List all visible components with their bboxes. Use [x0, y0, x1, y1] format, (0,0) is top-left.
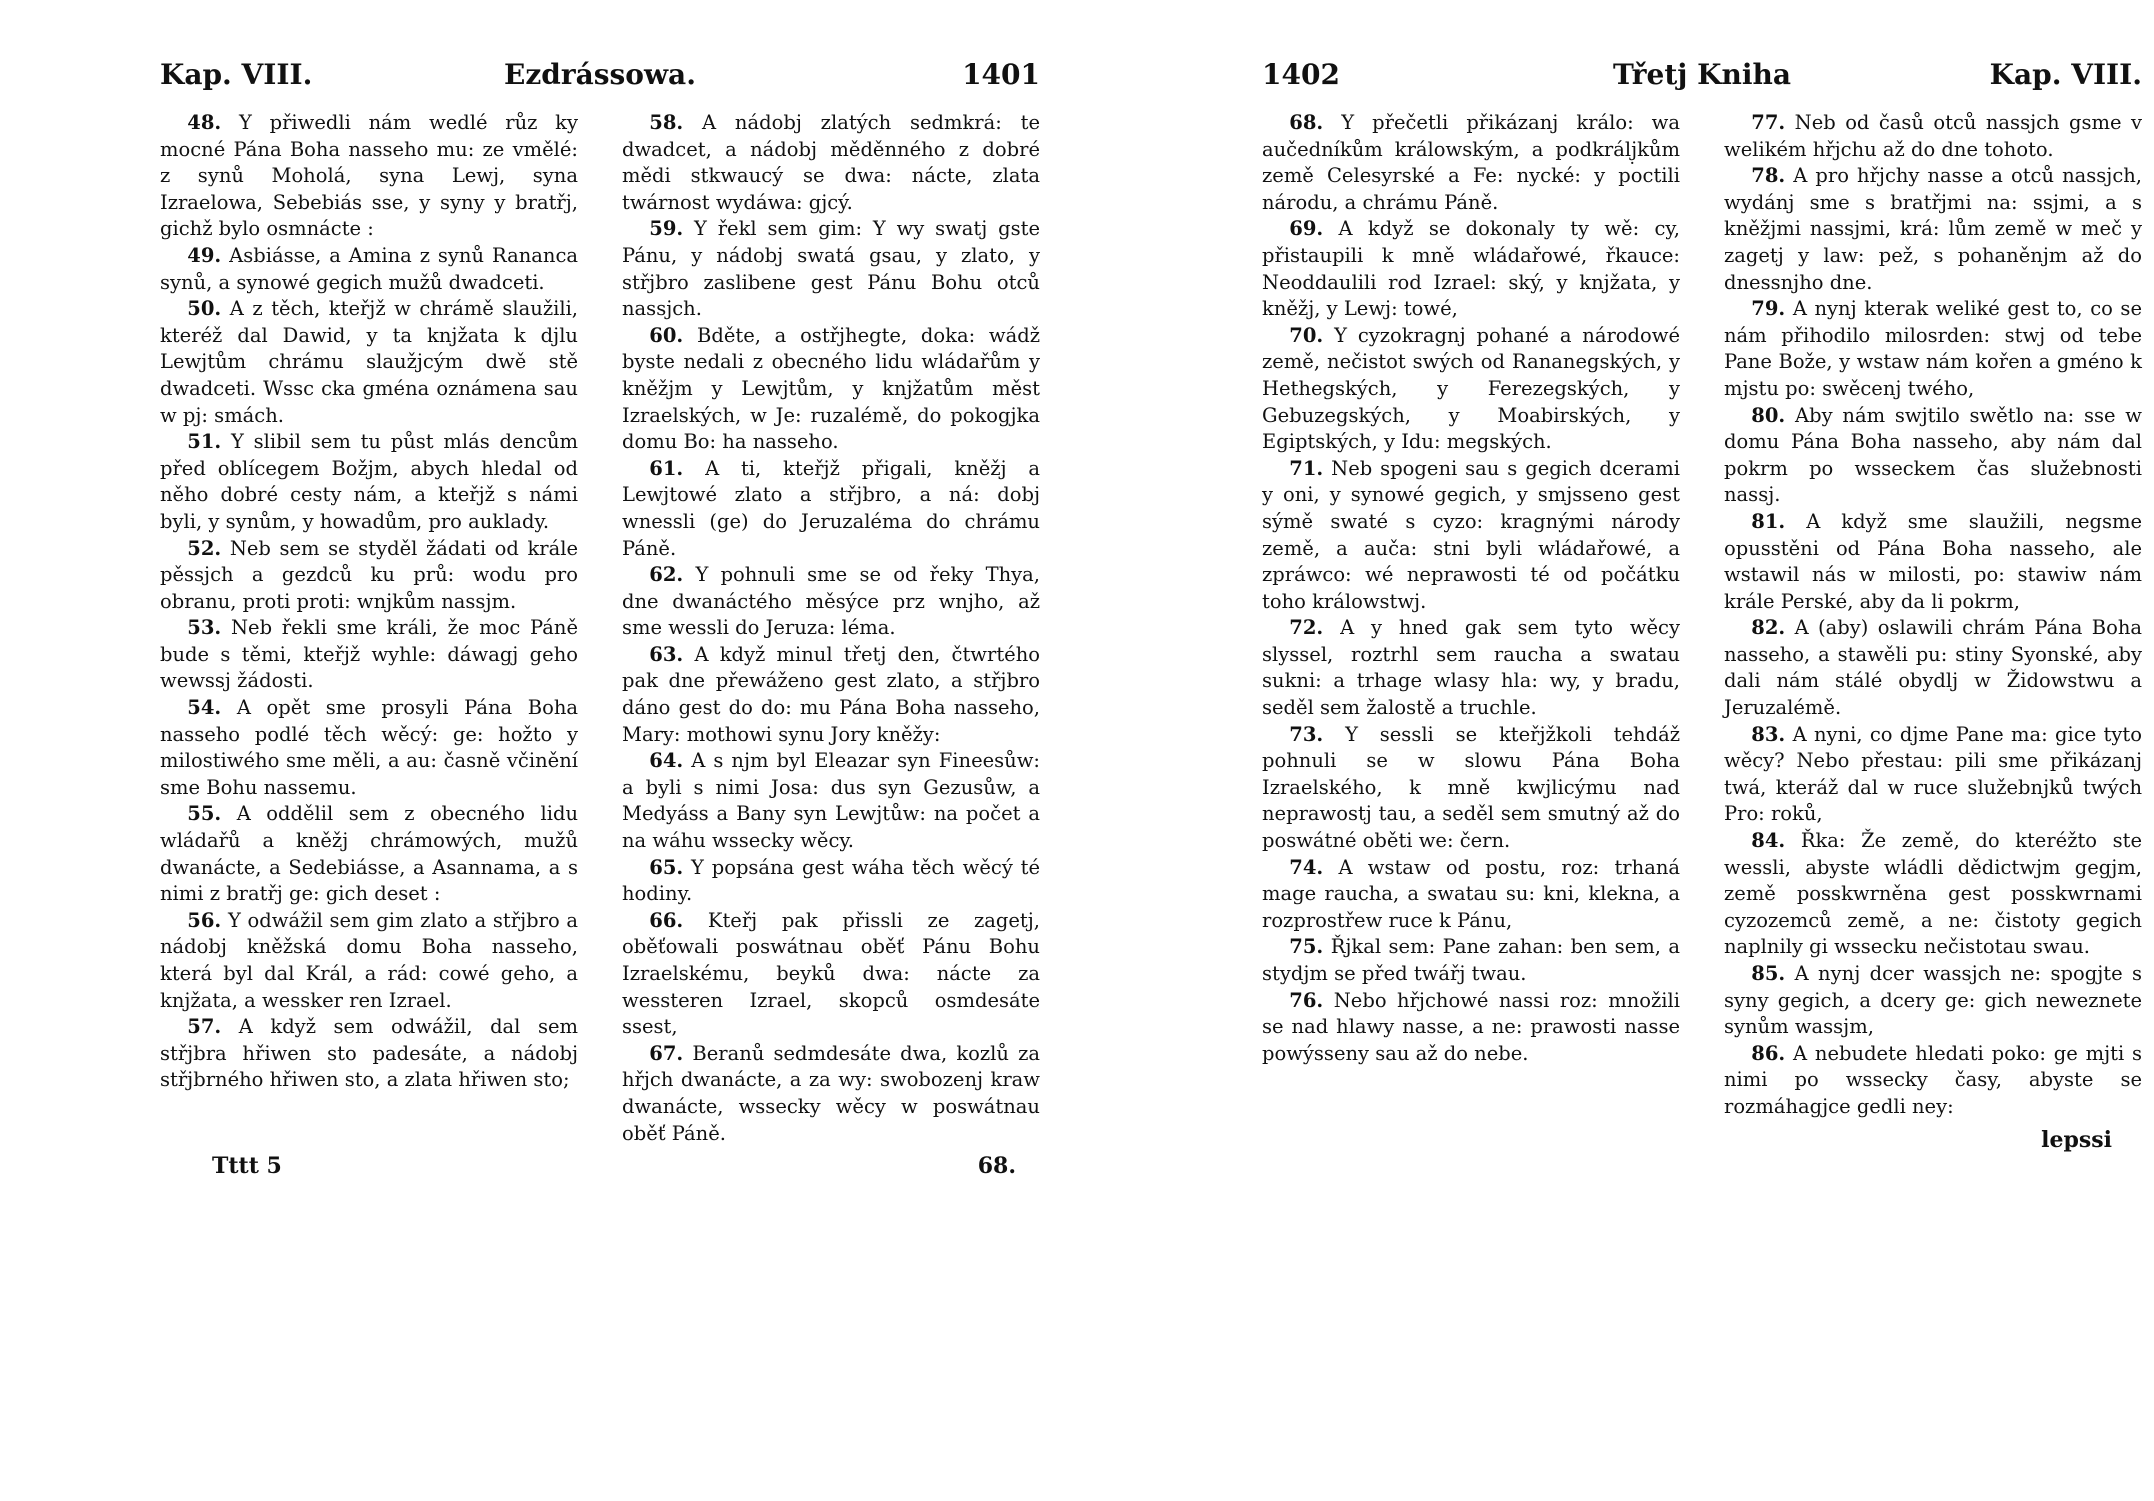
verse-number: 63.	[649, 642, 684, 666]
catchword: 68.	[977, 1153, 1016, 1180]
verse-text: Y popsána gest wáha těch wěcý té hodiny.	[622, 855, 1041, 906]
verse	[1724, 722, 2142, 828]
verse-number: 85.	[1751, 962, 1786, 985]
verse-text: A opět sme prosyli Pána Boha nasseho podlé těch wěcý: ge: hožto y milostiwého sme měli, a au: časně včinění sme Bohu nassemu.	[160, 696, 579, 799]
verse-text: Bděte, a ostřjhegte, doka: wádž byste nedali z obecného lidu wládařům y kněžjm y Lewjtům, y knjžatům měst Izraelských, w Je: ruzalémě, do pokogjka domu Bo: ha nasseho.	[622, 323, 1040, 454]
verse	[160, 110, 578, 243]
verse-number: 50.	[187, 297, 222, 321]
verse-number: 69.	[1289, 217, 1324, 241]
verse	[1724, 296, 2142, 402]
verse	[1724, 163, 2142, 296]
verse-text: A y hned gak sem tyto wěcy slyssel, roztrhl sem raucha a swatau sukni: a trhage wlasy hla: wy, y bradu, seděl sem žalostě a truchle.	[1262, 616, 1680, 720]
verse-number: 64.	[649, 749, 684, 773]
column-2	[622, 110, 1040, 1147]
verse-number: 78.	[1751, 164, 1786, 188]
verse-number: 84.	[1751, 829, 1786, 853]
verse	[622, 323, 1040, 456]
verse-number: 81.	[1751, 509, 1786, 533]
verse-number: 75.	[1289, 935, 1324, 959]
page-number: 1401	[962, 58, 1040, 91]
verse-text: Neb od časů otců nassjch gsme v welikém hřjchu až do dne tohoto.	[1724, 111, 2142, 161]
verse-text: A nynj kterak weliké gest to, co se nám přihodilo milosrden: stwj od tebe Pane Bože, y wstaw nám kořen a gméno k mjstu po: swěcenj twého,	[1724, 297, 2142, 400]
verse-text: A nynj dcer wassjch ne: spogjte s syny gegich, a dcery ge: gich neweznete synům wassjm,	[1724, 962, 2143, 1039]
chapter-heading: Kap. VIII.	[160, 58, 313, 91]
verse-text: Kteřj pak přissli ze zagetj, oběťowali poswátnau oběť Pánu Bohu Izraelskému, beyků dwa: nácte za wessteren Izrael, skopců osmdesáte ssest,	[622, 908, 1040, 1039]
verse-number: 57.	[187, 1015, 222, 1039]
verse-number: 62.	[649, 563, 684, 587]
verse-number: 51.	[187, 430, 222, 454]
verse	[1262, 216, 1680, 322]
verse-text: A když minul třetj den, čtwrtého pak dne přewáženo gest zlato, a střjbro dáno gest do do: mu Pána Boha nasseho, Mary: mothowi synu Jory kněžy:	[622, 642, 1040, 746]
verse-number: 66.	[649, 908, 684, 932]
verse	[160, 1014, 578, 1094]
verse	[622, 908, 1040, 1041]
verse-number: 86.	[1751, 1041, 1786, 1065]
verse-number: 71.	[1289, 456, 1324, 480]
verse	[1262, 323, 1680, 456]
verse	[160, 615, 578, 695]
verse-number: 48.	[187, 111, 222, 134]
verse-text: A nebudete hledati poko: ge mjti s nimi po wssecky časy, abyste se rozmáhagjce gedli ney:	[1724, 1041, 2142, 1118]
verse-number: 54.	[187, 696, 222, 720]
verse-text: A pro hřjchy nasse a otců nassjch, wydánj sme s bratřjmi na: ssjmi, a s kněžjmi nassjmi, krá: lům země w meč y zagetj y law: pež, s pohaněnjm až do dnessnjho dne.	[1724, 164, 2142, 294]
verse	[160, 801, 578, 907]
verse	[160, 695, 578, 801]
verse-number: 76.	[1289, 988, 1324, 1012]
verse	[1724, 110, 2142, 163]
verse-text: A s njm byl Eleazar syn Fineesůw: a byli s nimi Josa: dus syn Gezusůw, a Medyáss a Bany syn Lewjtůw: na počet a na wáhu wssecky wěcy.	[622, 749, 1040, 853]
verse-text: Y sessli se kteřjžkoli tehdáž pohnuli se w slowu Pána Boha Izraelského, k mně kwjlicýmu nad neprawostj tau, a seděl sem smutný až do poswátné oběti we: čern.	[1262, 722, 1680, 853]
verse	[622, 642, 1040, 748]
verse	[1262, 615, 1680, 721]
verse	[160, 536, 578, 616]
verse-number: 74.	[1289, 855, 1324, 879]
verse-text: Řjkal sem: Pane zahan: ben sem, a stydjm se před twářj twau.	[1262, 935, 1680, 985]
verse	[1262, 110, 1680, 216]
verse	[1724, 1041, 2142, 1121]
catchword: lepssi	[2041, 1126, 2112, 1153]
verse-number: 56.	[187, 908, 222, 932]
chapter-heading: Kap. VIII.	[1989, 58, 2142, 91]
verse-number: 80.	[1751, 403, 1786, 427]
verse	[160, 908, 578, 1014]
right-page	[1262, 58, 2142, 1153]
verse-text: A (aby) oslawili chrám Pána Boha nasseho, a stawěli pu: stiny Syonské, aby dali nám stálé obydlj w Židowstwu a Jeruzalémě.	[1724, 616, 2143, 720]
verse-text: A ti, kteřjž přigali, kněžj a Lewjtowé zlato a střjbro, a ná: dobj wnessli (ge) do Jeruzaléma do chrámu Páně.	[622, 456, 1040, 560]
verse-number: 60.	[649, 323, 684, 347]
verse-text: A nádobj zlatých sedmkrá: te dwadcet, a nádobj měděnného z dobré mědi stkwaucý se dwa: nácte, zlata twárnost wydáwa: gjcý.	[622, 111, 1040, 214]
verse-number: 67.	[649, 1041, 684, 1065]
verse-number: 59.	[649, 217, 684, 241]
page-number: 1402	[1262, 58, 1340, 91]
verse	[1724, 828, 2142, 961]
verse-number: 73.	[1289, 722, 1324, 746]
verse-text: Y řekl sem gim: Y wy swatj gste Pánu, y nádobj swatá gsau, y zlato, y střjbro zaslibene gest Pánu Bohu otců nassjch.	[622, 217, 1040, 321]
verse	[622, 456, 1040, 562]
verse-text: Neb sem se styděl žádati od krále pěssjch a gezdců ku prů: wodu pro obranu, proti proti: wnjkům nassjm.	[160, 536, 578, 613]
verse	[1724, 615, 2142, 721]
verse-number: 58.	[649, 111, 684, 134]
verse-number: 77.	[1751, 111, 1786, 134]
verse-text: Beranů sedmdesáte dwa, kozlů za hřjch dwanácte, a za wy: swobozenj kraw dwanácte, wssecky wěcy w poswátnau oběť Páně.	[622, 1041, 1040, 1145]
verse-text: Neb řekli sme králi, že moc Páně bude s těmi, kteřjž wyhle: dáwagj geho wewssj žádosti.	[160, 616, 578, 693]
verse	[160, 296, 578, 429]
verse-text: Y pohnuli sme se od řeky Thya, dne dwanáctého měsýce prz wnjho, až sme wessli do Jeruza: léma.	[622, 563, 1040, 640]
verse	[160, 429, 578, 535]
verse-number: 52.	[187, 536, 222, 560]
verse-number: 65.	[649, 855, 684, 879]
text-columns	[1262, 110, 2142, 1121]
verse-text: Nebo hřjchowé nassi roz: množili se nad hlawy nasse, a ne: prawosti nasse powýsseny sau až do nebe.	[1262, 988, 1680, 1065]
verse-text: A nyni, co djme Pane ma: gice tyto wěcy? Nebo přestau: pili sme přikázanj twá, kteráž dal w ruce služebnjků twých Pro: roků,	[1724, 722, 2142, 826]
verse-text: Y slibil sem tu půst mlás dencům před oblícegem Božjm, abych hledal od něho dobré cesty nám, a kteřjž s námi byli, y synům, y howadům, pro auklady.	[160, 430, 578, 533]
verse-text: Aby nám swjtilo swětlo na: sse w domu Pána Boha nasseho, aby nám dal pokrm po wsseckem čas služebnosti nassj.	[1724, 403, 2142, 507]
verse	[1262, 934, 1680, 987]
verse	[1724, 509, 2142, 615]
verse-text: Řka: Že země, do kteréžto ste wessli, abyste wládli dědictwjm gegjm, země posskwrněna gest posskwrnami cyzozemců země, a ne: čistoty gegich naplnily gi wssecku nečistotau swau.	[1724, 829, 2143, 959]
verse-number: 83.	[1751, 722, 1786, 746]
verse-text: A když se dokonaly ty wě: cy, přistaupili k mně wládařowé, řkauce: Neoddaulili rod Izrael: ský, y knjžata, y kněžj, y Lewj: towé,	[1262, 217, 1681, 321]
verse-text: Y cyzokragnj pohané a národowé země, nečistot swých od Rananegských, y Hethegských, y Ferezegských, y Gebuzegských, y Moabirských, y Egiptských, y Idu: megských.	[1262, 323, 1680, 454]
verse-text: Y přiwedli nám wedlé růz ky mocné Pána Boha nasseho mu: ze vmělé: z synů Moholá, syna Lewj, syna Izraelowa, Sebebiás sse, y syny y bratřj, gichž bylo osmnácte :	[160, 111, 579, 241]
column-2	[1724, 110, 2142, 1121]
verse	[1262, 722, 1680, 855]
left-page	[160, 58, 1040, 1179]
verse	[1724, 961, 2142, 1041]
signature-mark: Tttt 5	[212, 1153, 282, 1180]
verse-number: 61.	[649, 456, 684, 480]
verse	[1262, 988, 1680, 1068]
verse	[1262, 456, 1680, 616]
verse	[622, 1041, 1040, 1147]
verse	[1724, 403, 2142, 509]
verse-number: 55.	[187, 802, 222, 826]
verse-text: Asbiásse, a Amina z synů Rananca synů, a synowé gegich mužů dwadceti.	[160, 243, 578, 294]
book-title: Ezdrássowa.	[504, 58, 696, 91]
verse	[622, 216, 1040, 322]
running-head	[160, 58, 1040, 102]
verse-number: 82.	[1751, 616, 1786, 640]
text-columns	[160, 110, 1040, 1147]
verse-text: A oddělil sem z obecného lidu wládařů a kněžj chrámowých, mužů dwanácte, a Sedebiásse, a Asannama, a s nimi z bratřj ge: gich deset :	[160, 802, 579, 906]
column-1	[160, 110, 578, 1147]
verse-text: A z těch, kteřjž w chrámě slaužili, kteréž dal Dawid, y ta knjžata k djlu Lewjtům chrámu slaužjcým dwě stě dwadceti. Wssc cka gména oznámena sau w pj: smách.	[160, 297, 578, 427]
verse-number: 70.	[1289, 323, 1324, 347]
column-1	[1262, 110, 1680, 1121]
catchline	[160, 1153, 1040, 1179]
verse-text: A wstaw od postu, roz: trhaná mage raucha, a swatau su: kni, klekna, a rozprostřew ruce k Pánu,	[1262, 855, 1681, 932]
verse-number: 49.	[187, 243, 222, 267]
verse-number: 79.	[1751, 297, 1786, 321]
verse-text: Y odwážil sem gim zlato a střjbro a nádobj kněžská domu Boha nasseho, která byl dal Král, a rád: cowé geho, a knjžata, a wessker ren Izrael.	[160, 908, 579, 1012]
verse	[1262, 855, 1680, 935]
verse-number: 72.	[1289, 616, 1324, 640]
verse	[622, 855, 1040, 908]
verse-text: Neb spogeni sau s gegich dcerami y oni, y synowé gegich, y smjsseno gest sýmě swaté s cyzo: kragnými národy země, a auča: stni byli wládařowé, a zpráwco: wé neprawosti té od počátku toho králowstwj.	[1262, 456, 1680, 613]
verse-text: A když sem odwážil, dal sem střjbra hřiwen sto padesáte, a nádobj střjbrného hřiwen sto, a zlata hřiwen sto;	[160, 1015, 578, 1092]
verse	[622, 748, 1040, 854]
running-head	[1262, 58, 2142, 102]
catchline	[1262, 1127, 2142, 1153]
verse	[622, 110, 1040, 216]
book-title: Třetj Kniha	[1612, 58, 1792, 91]
verse-number: 53.	[187, 616, 222, 640]
verse-text: A když sme slaužili, negsme opusstěni od Pána Boha nasseho, ale wstawil nás w milosti, po: stawiw nám krále Perské, aby da li pokrm,	[1724, 509, 2142, 613]
verse-number: 68.	[1289, 111, 1324, 134]
verse	[622, 562, 1040, 642]
verse	[160, 243, 578, 296]
verse-text: Y přečetli přikázanj králo: wa aučedníkům králowským, a podkrálj̣kům země Celesyrské a Fe: nycké: y poctili národu, a chrámu Páně.	[1262, 111, 1680, 214]
